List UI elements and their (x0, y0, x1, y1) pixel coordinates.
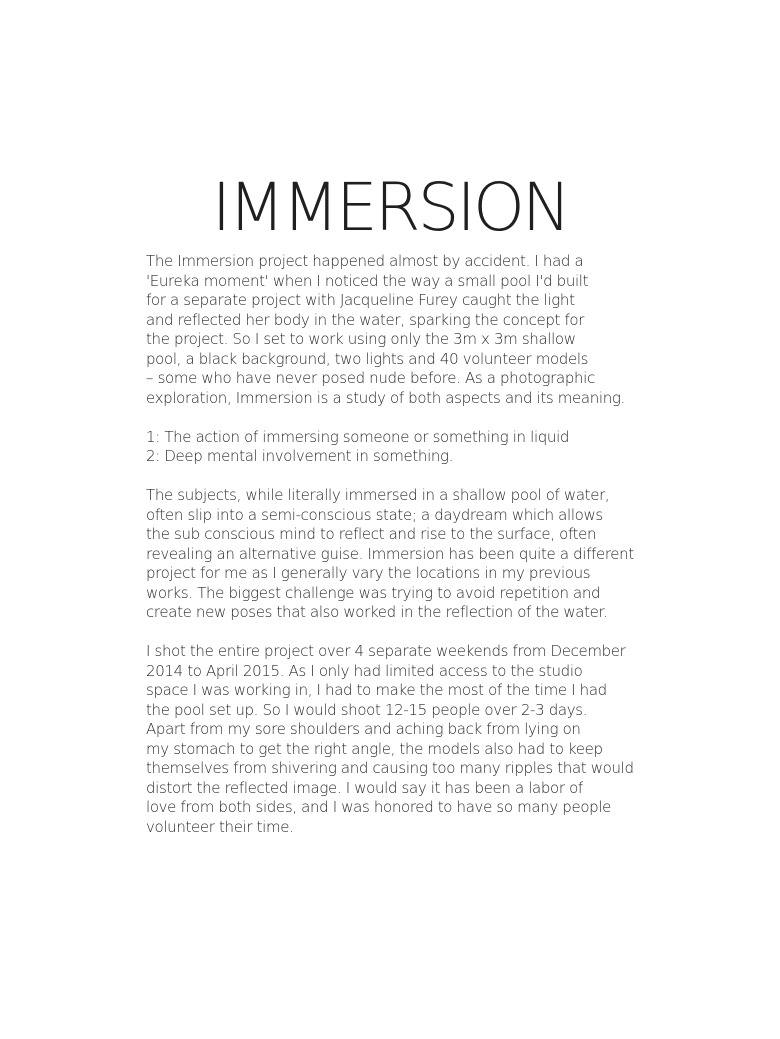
text-line: exploration, Immersion is a study of both aspects and its meaning. (146, 388, 625, 407)
text-line: create new poses that also worked in the reflection of the water. (146, 603, 608, 621)
text-line: space I was working in, I had to make the most of the time I had (146, 681, 607, 699)
paragraph-gap (146, 467, 646, 487)
text-line: project for me as I generally vary the locations in my previous (146, 564, 591, 582)
text-line: works. The biggest challenge was trying to avoid repetition and (146, 583, 601, 602)
text-line: the pool set up. So I would shoot 12-15 people over 2-3 days. (146, 700, 588, 719)
text-line: volunteer their time. (146, 817, 294, 836)
paragraph-process (146, 642, 646, 837)
text-line: The Immersion project happened almost by accident. I had a (146, 252, 584, 270)
paragraph-gap (146, 408, 646, 428)
text-line: I shot the entire project over 4 separate weekends from December (146, 642, 626, 660)
text-line: the project. So I set to work using only the 3m x 3m shallow (146, 330, 576, 348)
text-line: 2014 to April 2015. As I only had limited access to the studio (146, 661, 583, 680)
text-line: pool, a black background, two lights and 40 volunteer models (146, 349, 589, 368)
paragraph-gap (146, 623, 646, 643)
paragraph-subjects (146, 486, 646, 623)
definition-line: 1: The action of immersing someone or something in liquid (146, 427, 570, 446)
text-line: and reflected her body in the water, sparking the concept for (146, 310, 585, 329)
text-line: revealing an alternative guise. Immersion has been quite a different (146, 544, 634, 563)
paragraph-definitions (146, 428, 646, 467)
text-line: themselves from shivering and causing too many ripples that would (146, 759, 634, 777)
text-line: for a separate project with Jacqueline Furey caught the light (146, 291, 575, 309)
body-text (146, 252, 646, 837)
definition-line: 2: Deep mental involvement in something. (146, 447, 454, 465)
paragraph-intro (146, 252, 646, 408)
text-line: the sub conscious mind to reflect and rise to the surface, often (146, 525, 597, 543)
text-line: my stomach to get the right angle, the models also had to keep (146, 739, 603, 758)
text-line: distort the reflected image. I would say it has been a labor of (146, 778, 583, 797)
page-title: IMMERSION (211, 169, 569, 246)
text-line: – some who have never posed nude before. As a photographic (146, 369, 595, 387)
text-line: often slip into a semi-conscious state; a daydream which allows (146, 505, 603, 524)
text-line: Apart from my sore shoulders and aching back from lying on (146, 720, 581, 738)
text-line: love from both sides, and I was honored to have so many people (146, 798, 612, 816)
text-line: The subjects, while literally immersed in a shallow pool of water, (146, 486, 610, 504)
text-line: 'Eureka moment' when I noticed the way a small pool I'd built (146, 271, 589, 290)
